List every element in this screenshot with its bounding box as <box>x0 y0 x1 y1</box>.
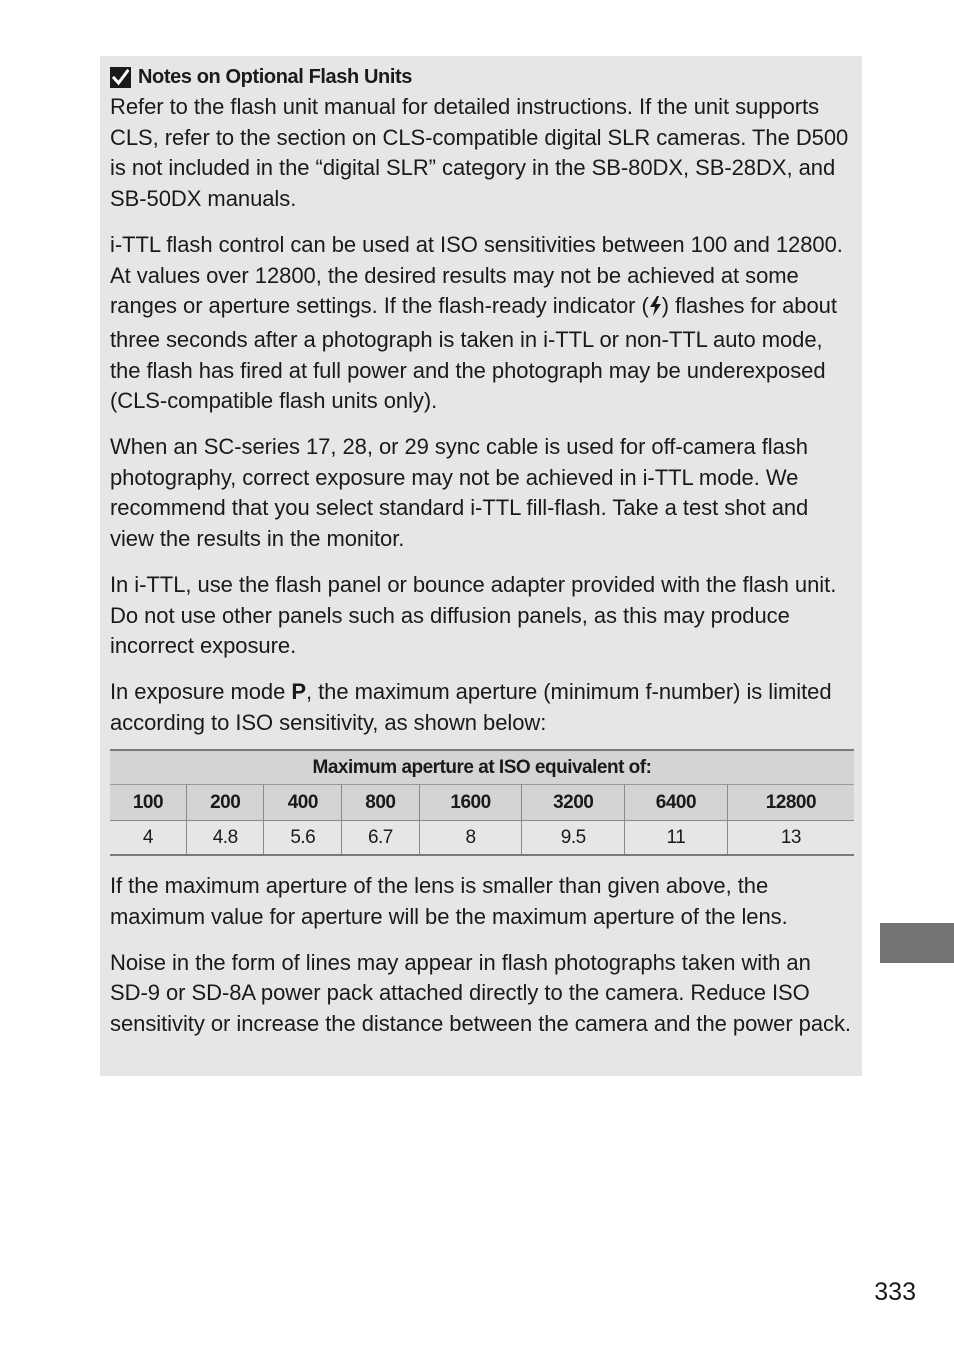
aperture-cell: 11 <box>625 821 728 856</box>
paragraph-flash-panel: In i-TTL, use the flash panel or bounce adapter provided with the flash unit. Do not use other panels such as diffusion panels, as this may produce incorrect exposure. <box>110 571 837 659</box>
paragraph-exposure-mode-text-b: , the maximum aperture (minimum f-number) is limited according to ISO sensitivity, as shown below: <box>110 678 832 735</box>
aperture-row <box>110 821 854 856</box>
aperture-cell: 9.5 <box>522 821 625 856</box>
iso-cell: 100 <box>110 785 186 821</box>
paragraph-ittl-iso-text-b: ) flashes for about three seconds after a photograph is taken in i-TTL or non-TTL auto mode, the flash has fired at full power and the photograph may be underexposed (CLS-compatible flash units only). <box>110 293 837 414</box>
aperture-cell: 4.8 <box>186 821 264 856</box>
iso-cell: 1600 <box>419 785 522 821</box>
iso-cell: 800 <box>342 785 420 821</box>
aperture-cell: 8 <box>419 821 522 856</box>
iso-cell: 6400 <box>625 785 728 821</box>
paragraph-power-pack-noise: Noise in the form of lines may appear in flash photographs taken with an SD-9 or SD-8A power pack attached directly to the camera. Reduce ISO sensitivity or increase the distance between the camera and the power pack. <box>110 949 851 1037</box>
mode-p-label: P <box>291 678 306 704</box>
checkmark-box-icon <box>110 67 131 88</box>
paragraph-flash-manual: Refer to the flash unit manual for detailed instructions. If the unit supports CLS, refer to the section on CLS-compatible digital SLR cameras. The D500 is not included in the “digital SLR” category in the SB-80DX, SB-28DX, and SB-50DX manuals. <box>110 94 849 212</box>
aperture-table <box>110 749 854 856</box>
aperture-cell: 4 <box>110 821 186 856</box>
aperture-cell: 6.7 <box>342 821 420 856</box>
chapter-tab <box>880 923 954 963</box>
paragraph-ittl-iso <box>110 230 853 417</box>
table-header: Maximum aperture at ISO equivalent of: <box>110 750 854 785</box>
aperture-cell: 5.6 <box>264 821 342 856</box>
page-number: 333 <box>874 1278 916 1306</box>
paragraph-sync-cable: When an SC-series 17, 28, or 29 sync cable is used for off-camera flash photography, correct exposure may not be achieved in i-TTL mode. We recommend that you select standard i-TTL fill-flash. Take a test shot and view the results in the monitor. <box>110 434 809 552</box>
paragraph-exposure-mode-text-a: In exposure mode <box>110 678 292 704</box>
paragraph-exposure-mode <box>110 677 853 738</box>
iso-row <box>110 785 854 821</box>
flash-bolt-icon <box>649 294 662 325</box>
iso-cell: 400 <box>264 785 342 821</box>
note-title <box>110 62 853 92</box>
note-title-text: Notes on Optional Flash Units <box>138 65 412 88</box>
paragraph-lens-aperture: If the maximum aperture of the lens is smaller than given above, the maximum value for aperture will be the maximum aperture of the lens. <box>110 873 788 930</box>
iso-cell: 12800 <box>727 785 854 821</box>
paragraph-ittl-iso-text-a: i-TTL flash control can be used at ISO sensitivities between 100 and 12800. At values over 12800, the desired results may not be achieved at some ranges or aperture settings. If the flash-ready indicator ( <box>110 231 843 319</box>
note-box <box>100 56 862 1076</box>
aperture-cell: 13 <box>727 821 854 856</box>
iso-cell: 200 <box>186 785 264 821</box>
iso-cell: 3200 <box>522 785 625 821</box>
